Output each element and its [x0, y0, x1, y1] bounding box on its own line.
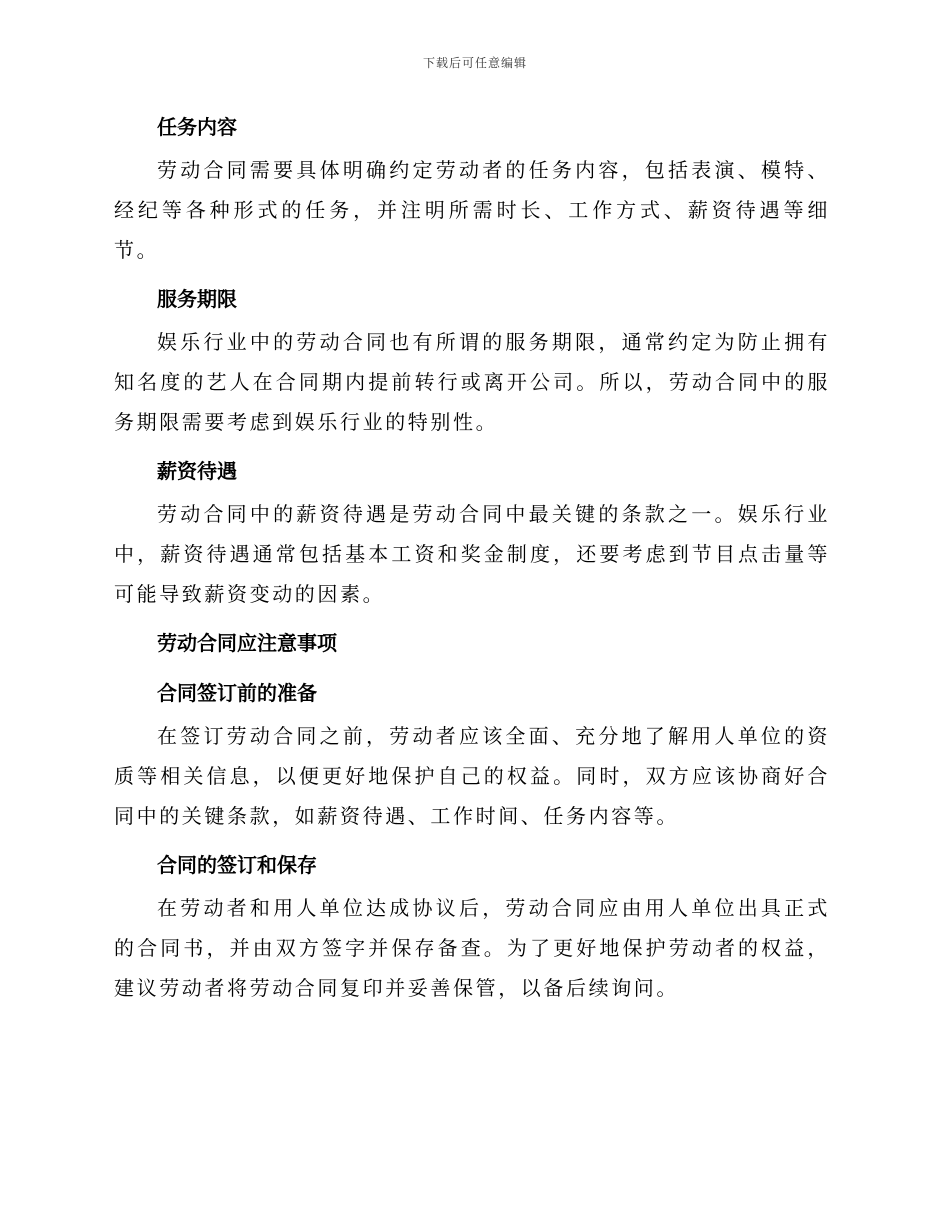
page-header: 下载后可任意编辑 [422, 56, 527, 70]
section-paragraph: 在签订劳动合同之前，劳动者应该全面、充分地了解用人单位的资质等相关信息，以便更好地保护自己的权益。同时，双方应该协商好合同中的关键条款，如薪资待遇、工作时间、任务内容等。 [114, 724, 830, 828]
section-heading: 合同签订前的准备 [157, 681, 317, 705]
section-paragraph: 娱乐行业中的劳动合同也有所谓的服务期限，通常约定为防止拥有知名度的艺人在合同期内提前转行或离开公司。所以，劳动合同中的服务期限需要考虑到娱乐行业的特别性。 [114, 330, 830, 434]
document-body [114, 104, 830, 1008]
section-heading: 劳动合同应注意事项 [157, 631, 337, 655]
section-heading: 服务期限 [157, 287, 237, 311]
section-heading: 合同的签订和保存 [157, 853, 317, 877]
section-heading: 任务内容 [157, 115, 237, 139]
section-paragraph: 劳动合同中的薪资待遇是劳动合同中最关键的条款之一。娱乐行业中，薪资待遇通常包括基本工资和奖金制度，还要考虑到节目点击量等可能导致薪资变动的因素。 [114, 502, 830, 606]
section-paragraph: 在劳动者和用人单位达成协议后，劳动合同应由用人单位出具正式的合同书，并由双方签字并保存备查。为了更好地保护劳动者的权益，建议劳动者将劳动合同复印并妥善保管，以备后续询问。 [114, 896, 830, 1000]
section-heading: 薪资待遇 [157, 459, 237, 483]
section-paragraph: 劳动合同需要具体明确约定劳动者的任务内容，包括表演、模特、经纪等各种形式的任务，并注明所需时长、工作方式、薪资待遇等细节。 [114, 158, 830, 262]
